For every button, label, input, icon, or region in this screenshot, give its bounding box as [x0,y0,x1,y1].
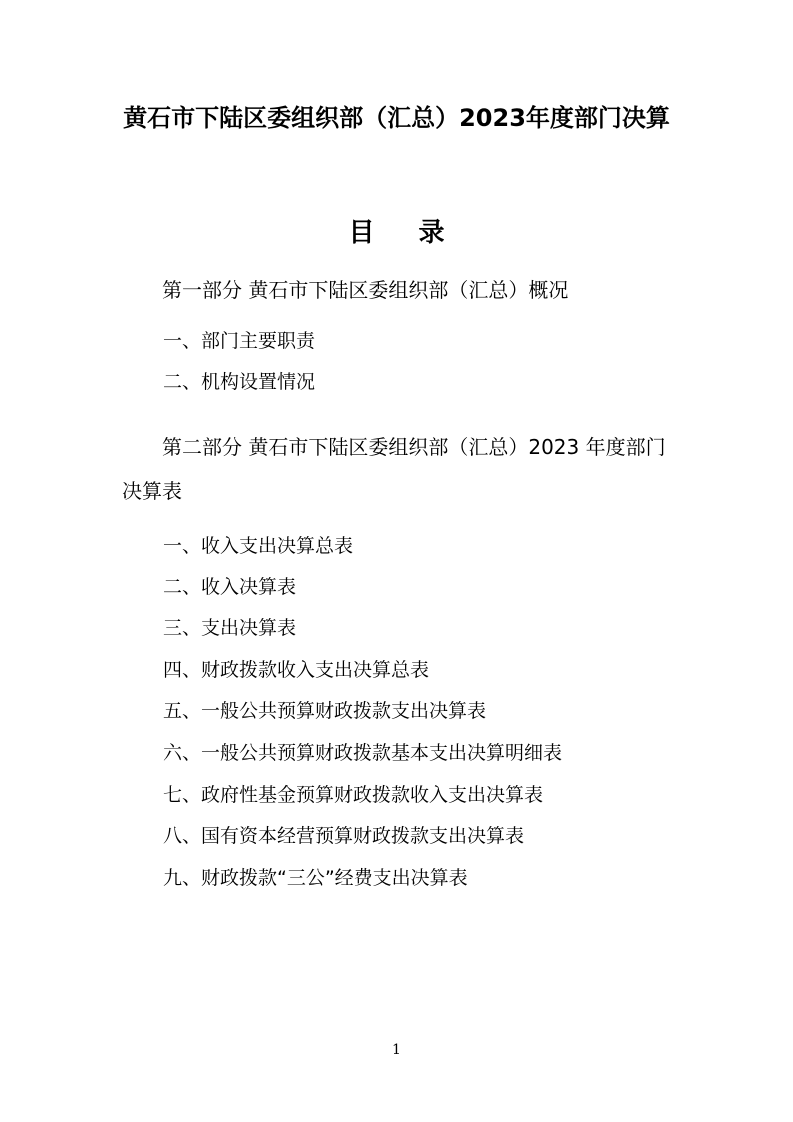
toc-part-1-label[interactable] [122,268,682,312]
toc-part-1-item-2[interactable]: 二、机构设置情况 [163,371,316,393]
toc-heading-right: 录 [418,218,445,248]
toc-part-1-item-1[interactable]: 一、部门主要职责 [163,330,316,352]
page-number: 1 [392,1042,401,1058]
toc-part-2-item-8[interactable]: 八、国有资本经营预算财政拨款支出决算表 [163,825,525,847]
document-title: 黄石市下陆区委组织部（汇总）2023年度部门决算 [123,104,670,132]
toc-part-1-text: 第一部分 黄石市下陆区委组织部（汇总）概况 [162,278,569,302]
toc-part-2-label[interactable] [122,425,682,513]
toc-part-2-item-2[interactable]: 二、收入决算表 [163,576,297,598]
toc-part-2-item-3[interactable]: 三、支出决算表 [163,617,297,639]
toc-heading [0,214,793,252]
toc-part-2-item-4[interactable]: 四、财政拨款收入支出决算总表 [163,659,430,681]
toc-part-2-text: 第二部分 黄石市下陆区委组织部（汇总）2023 年度部门决算表 [122,435,666,503]
toc-part-2-item-9[interactable]: 九、财政拨款“三公”经费支出决算表 [163,867,468,889]
toc-part-2-item-6[interactable]: 六、一般公共预算财政拨款基本支出决算明细表 [163,742,563,764]
toc-part-2-item-7[interactable]: 七、政府性基金预算财政拨款收入支出决算表 [163,784,544,806]
toc-part-2-item-5[interactable]: 五、一般公共预算财政拨款支出决算表 [163,700,487,722]
toc-part-2-item-1[interactable]: 一、收入支出决算总表 [163,535,354,557]
toc-heading-left: 目 [348,218,375,248]
